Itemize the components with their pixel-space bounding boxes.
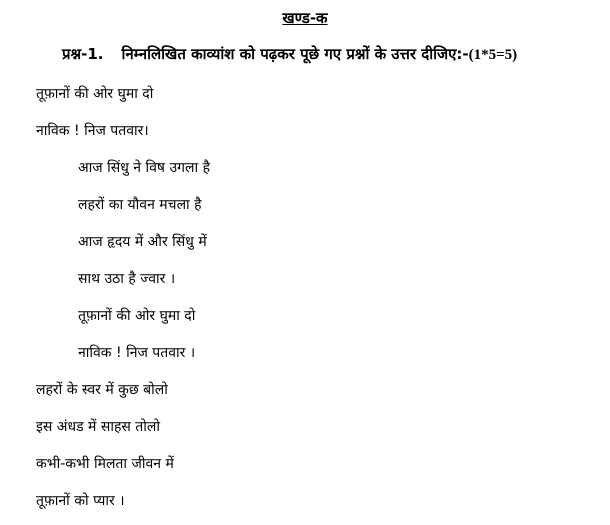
poem-line: लहरों के स्वर में कुछ बोलो: [36, 382, 168, 398]
poem-line: इस अंधड में साहस तोलो: [36, 419, 161, 435]
poem-line: साथ उठा है ज्वार ।: [78, 271, 176, 287]
poem-line: तूफ़ानों की ओर घुमा दो: [78, 308, 196, 324]
poem-line: तूफ़ानों को प्यार ।: [36, 493, 125, 509]
question-instruction: निम्नलिखित काव्यांश को पढ़कर पूछे गए प्रश्नों के उत्तर दीजिए:-: [121, 45, 469, 63]
poem-line: लहरों का यौवन मचला है: [78, 197, 202, 213]
poem-line: नाविक ! निज पतवार।: [36, 123, 149, 139]
poem-line: आज हृदय में और सिंधु में: [78, 234, 207, 250]
poem-line: आज सिंधु ने विष उगला है: [78, 160, 211, 176]
question-line: [62, 43, 517, 66]
poem-line: नाविक ! निज पतवार ।: [78, 345, 196, 361]
poem-line: कभी-कभी मिलता जीवन में: [36, 456, 174, 472]
poem-line: तूफ़ानों की ओर घुमा दो: [36, 86, 154, 102]
question-number: प्रश्न-1.: [62, 45, 104, 63]
question-marks: (1*5=5): [468, 47, 518, 63]
section-heading: खण्ड-क: [282, 9, 328, 27]
